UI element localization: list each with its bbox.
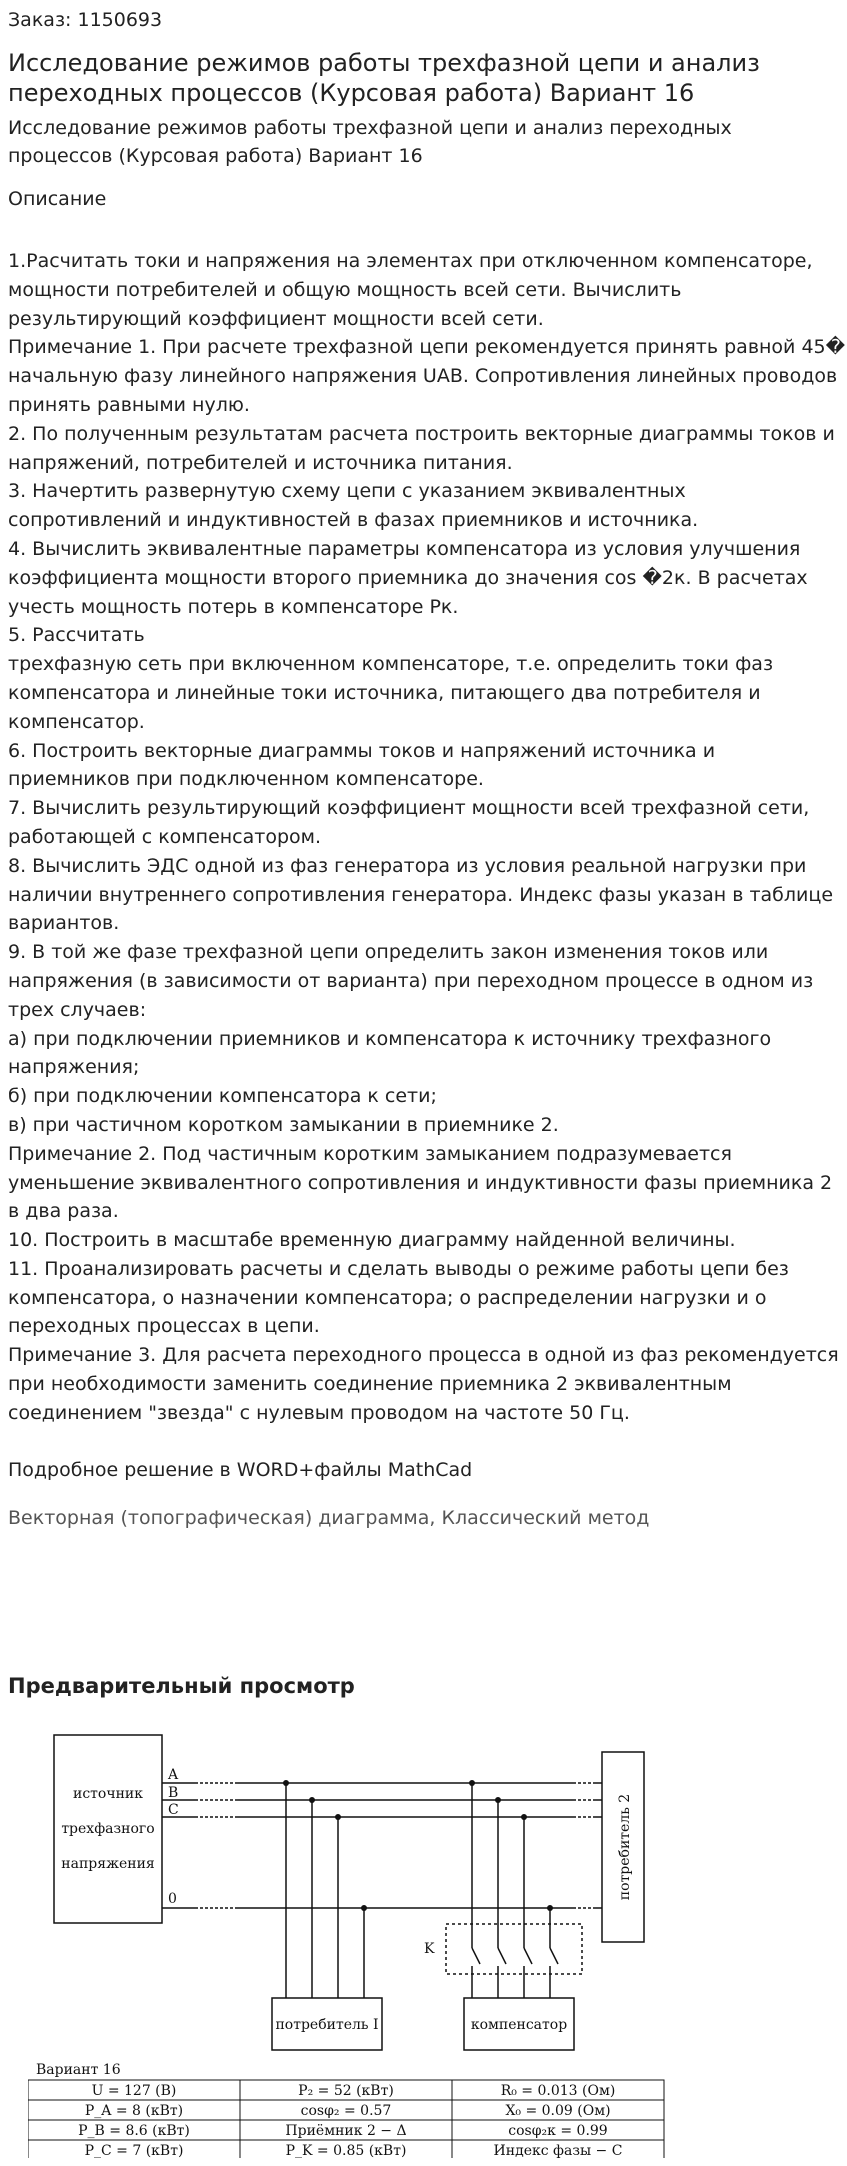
- description-blank-line: [8, 1428, 847, 1457]
- variant-table-cell: P_B = 8.6 (кВт): [78, 2123, 190, 2139]
- page-subtitle: [8, 114, 838, 170]
- description-line: напряжения (в зависимости от варианта) при переходном процессе в одном из: [8, 969, 814, 992]
- variant-table-cell: U = 127 (B): [91, 2083, 177, 2099]
- variant-table-cell: cosφ₂к = 0.99: [508, 2123, 608, 2139]
- description-line: результирующий коэффициент мощности всей сети.: [8, 307, 544, 330]
- description-line: компенсатора и линейные токи источника, питающего два потребителя и: [8, 681, 761, 704]
- description-text: [8, 247, 847, 1485]
- description-line: 5. Рассчитать: [8, 624, 145, 647]
- description-line: 2. По полученным результатам расчета построить векторные диаграммы токов и: [8, 422, 835, 445]
- page-title: [8, 48, 838, 108]
- description-line: б) при подключении компенсатора к сети;: [8, 1085, 437, 1108]
- description-line: Примечание 3. Для расчета переходного процесса в одной из фаз рекомендуется: [8, 1344, 839, 1367]
- phase-label-0: 0: [168, 1891, 177, 1907]
- description-line: напряжений, потребителей и источника питания.: [8, 451, 513, 474]
- preview-diagram: [28, 1718, 668, 2158]
- description-line: напряжения;: [8, 1056, 140, 1079]
- description-line: сопротивлений и индуктивностей в фазах приемников и источника.: [8, 509, 699, 532]
- variant-table-cell: P_K = 0.85 (кВт): [285, 2143, 407, 2158]
- switch-box: [446, 1924, 582, 1974]
- description-line: при необходимости заменить соединение приемника 2 эквивалентным: [8, 1373, 732, 1396]
- variant-table: [28, 2080, 664, 2158]
- compensator-label: компенсатор: [470, 2017, 568, 2033]
- description-line: работающей с компенсатором.: [8, 825, 322, 848]
- preview-heading: Предварительный просмотр: [8, 1674, 355, 1698]
- source-label-2: трехфазного: [61, 1821, 155, 1837]
- description-line: коэффициента мощности второго приемника до значения cos �2к. В расчетах: [8, 566, 808, 589]
- description-line: 10. Построить в масштабе временную диаграмму найденной величины.: [8, 1229, 736, 1252]
- description-line: Примечание 1. При расчете трехфазной цепи рекомендуется принять равной 45�: [8, 336, 846, 359]
- subtitle-line: Исследование режимов работы трехфазной цепи и анализ переходных: [8, 117, 732, 139]
- description-line: 4. Вычислить эквивалентные параметры компенсатора из условия улучшения: [8, 537, 801, 560]
- variant-table-cell: Приёмник 2 − Δ: [285, 2123, 407, 2139]
- description-line: трех случаев:: [8, 998, 147, 1021]
- description-line: Примечание 2. Под частичным коротким замыканием подразумевается: [8, 1142, 732, 1165]
- description-line: мощности потребителей и общую мощность всей сети. Вычислить: [8, 278, 682, 301]
- description-line: наличии внутреннего сопротивления генератора. Индекс фазы указан в таблице: [8, 883, 834, 906]
- description-line: приемников при подключенном компенсаторе.: [8, 768, 484, 791]
- description-line: 8. Вычислить ЭДС одной из фаз генератора из условия реальной нагрузки при: [8, 854, 807, 877]
- description-line: в два раза.: [8, 1200, 119, 1223]
- description-line: 9. В той же фазе трехфазной цепи определить закон изменения токов или: [8, 941, 769, 964]
- description-line: 3. Начертить развернутую схему цепи с указанием эквивалентных: [8, 480, 686, 503]
- consumer1-label: потребитель I: [275, 2017, 379, 2033]
- description-heading: Описание: [8, 188, 107, 210]
- switch-label: K: [424, 1941, 435, 1957]
- order-number: Заказ: 1150693: [8, 9, 163, 31]
- description-line: 6. Построить векторные диаграммы токов и напряжений источника и: [8, 739, 716, 762]
- description-line: 1.Расчитать токи и напряжения на элементах при отключенном компенсаторе,: [8, 250, 813, 272]
- consumer2-label: потребитель 2: [617, 1793, 633, 1901]
- title-line: переходных процессов (Курсовая работа) Вариант 16: [8, 79, 695, 107]
- variant-table-cell: P_C = 7 (кВт): [84, 2143, 184, 2158]
- source-label-1: источник: [72, 1786, 144, 1802]
- phase-label-a: A: [168, 1767, 179, 1783]
- variant-table-cell: X₀ = 0.09 (Ом): [505, 2103, 611, 2119]
- title-line: Исследование режимов работы трехфазной цепи и анализ: [8, 49, 760, 77]
- source-label-3: напряжения: [61, 1856, 155, 1872]
- description-line: принять равными нулю.: [8, 393, 250, 416]
- phase-label-b: B: [168, 1785, 179, 1801]
- variant-table-cell: P_A = 8 (кВт): [84, 2103, 184, 2119]
- method-tags: Векторная (топографическая) диаграмма, Классический метод: [8, 1507, 650, 1529]
- variant-table-cell: cosφ₂ = 0.57: [300, 2103, 392, 2119]
- description-line: соединением "звезда" с нулевым проводом на частоте 50 Гц.: [8, 1401, 630, 1424]
- description-line: компенсатор.: [8, 710, 145, 733]
- variant-caption: Вариант 16: [36, 2062, 121, 2078]
- description-line: Подробное решение в WORD+файлы MathCad: [8, 1459, 473, 1482]
- variant-table-cell: R₀ = 0.013 (Ом): [500, 2083, 616, 2099]
- description-line: 11. Проанализировать расчеты и сделать выводы о режиме работы цепи без: [8, 1257, 789, 1280]
- description-line: в) при частичном коротком замыкании в приемнике 2.: [8, 1113, 559, 1136]
- description-line: учесть мощность потерь в компенсаторе Рк.: [8, 595, 459, 618]
- description-line: компенсатора, о назначении компенсатора; о распределении нагрузки и о: [8, 1286, 767, 1309]
- description-line: уменьшение эквивалентного сопротивления и индуктивности фазы приемника 2: [8, 1171, 833, 1194]
- variant-table-cell: P₂ = 52 (кВт): [298, 2083, 394, 2099]
- description-line: переходных процессах в цепи.: [8, 1315, 320, 1338]
- description-line: начальную фазу линейного напряжения UAB. Сопротивления линейных проводов: [8, 365, 838, 388]
- description-line: трехфазную сеть при включенном компенсаторе, т.е. определить токи фаз: [8, 653, 774, 676]
- phase-label-c: C: [168, 1802, 179, 1818]
- subtitle-line: процессов (Курсовая работа) Вариант 16: [8, 145, 423, 167]
- description-line: вариантов.: [8, 912, 120, 935]
- variant-table-cell: Индекс фазы − C: [493, 2143, 623, 2158]
- description-line: а) при подключении приемников и компенсатора к источнику трехфазного: [8, 1027, 772, 1050]
- description-line: 7. Вычислить результирующий коэффициент мощности всей трехфазной сети,: [8, 797, 810, 820]
